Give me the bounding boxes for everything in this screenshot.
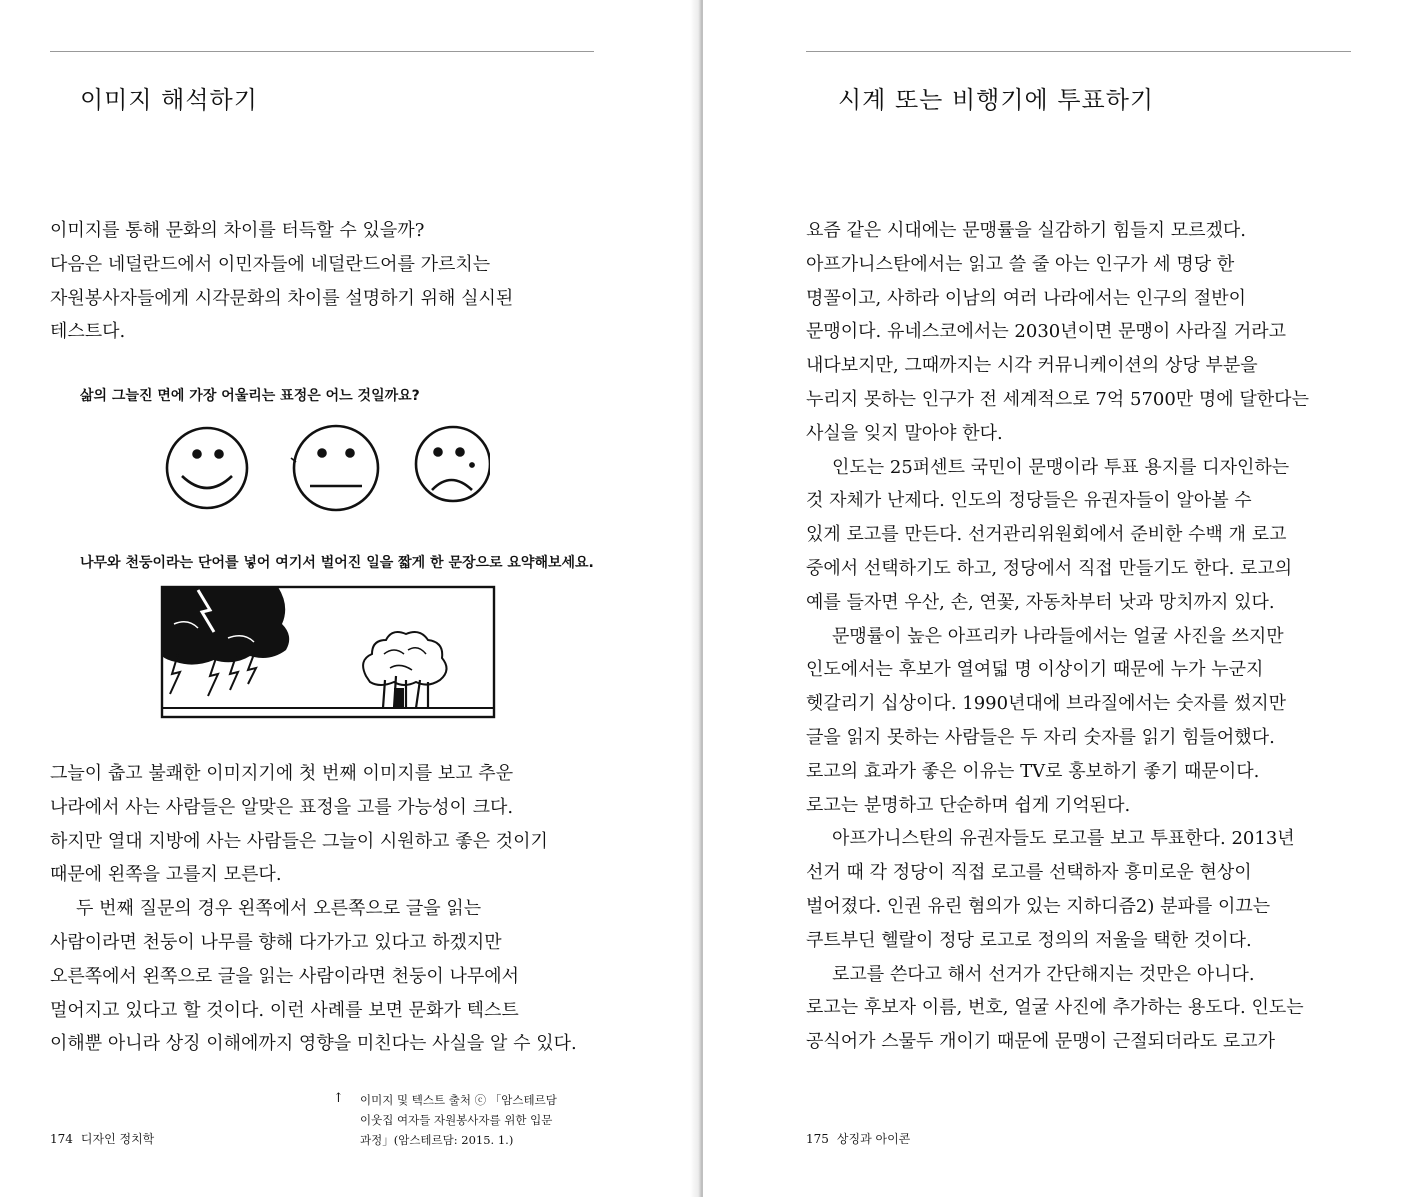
page-number: 174 bbox=[50, 1132, 73, 1146]
top-rule bbox=[50, 51, 594, 52]
text-line: 내다보지만, 그때까지는 시각 커뮤니케이션의 상당 부분을 bbox=[806, 355, 1258, 377]
book-title: 디자인 정치학 bbox=[80, 1132, 155, 1146]
text-line: 선거 때 각 정당이 직접 로고를 선택하자 흥미로운 현상이 bbox=[806, 862, 1252, 884]
text-line: 요즘 같은 시대에는 문맹률을 실감하기 힘들지 모르겠다. bbox=[806, 220, 1246, 241]
text-line: 다음은 네덜란드에서 이민자들에 네덜란드어를 가르치는 bbox=[50, 253, 491, 275]
book-title: 상징과 아이콘 bbox=[836, 1132, 911, 1146]
text-line: 그늘이 춥고 불쾌한 이미지기에 첫 번째 이미지를 보고 추운 bbox=[50, 763, 514, 784]
credit-line: 이웃집 여자들 자원봉사자를 위한 입문 bbox=[360, 1113, 553, 1127]
figure-question-1: 삶의 그늘진 면에 가장 어울리는 표정은 어느 것일까요? bbox=[80, 388, 420, 404]
text-line: 두 번째 질문의 경우 왼쪽에서 오른쪽으로 글을 읽는 bbox=[76, 898, 482, 920]
top-rule bbox=[806, 51, 1351, 52]
page-number: 175 bbox=[806, 1132, 829, 1146]
text-line: 것 자체가 난제다. 인도의 정당들은 유권자들이 알아볼 수 bbox=[806, 490, 1252, 512]
tree-icon bbox=[363, 632, 446, 708]
credit-line: 이미지 및 텍스트 출처 ⓒ 「암스테르담 bbox=[360, 1093, 557, 1107]
smiling-face-icon bbox=[167, 428, 247, 508]
intro-paragraph bbox=[50, 214, 513, 349]
text-line: 사실을 잊지 말아야 한다. bbox=[806, 422, 1003, 444]
credit-line: 과정」(암스테르담: 2015. 1.) bbox=[360, 1133, 514, 1147]
text-line: 하지만 열대 지방에 사는 사람들은 그늘이 시원하고 좋은 것이기 bbox=[50, 830, 548, 852]
text-line: 벌어졌다. 인권 유린 혐의가 있는 지하디즘2) 분파를 이끄는 bbox=[806, 895, 1271, 917]
text-line: 누리지 못하는 인구가 전 세계적으로 7억 5700만 명에 달한다는 bbox=[806, 388, 1309, 410]
text-line: 공식어가 스물두 개이기 때문에 문맹이 근절되더라도 로고가 bbox=[806, 1031, 1276, 1053]
body-paragraph bbox=[50, 757, 577, 1061]
text-line: 명꼴이고, 사하라 이남의 여러 나라에서는 인구의 절반이 bbox=[806, 287, 1246, 309]
thunder-tree-figure bbox=[158, 584, 498, 722]
text-line: 문맹률이 높은 아프리카 나라들에서는 얼굴 사진을 쓰지만 bbox=[832, 625, 1284, 647]
text-line: 글을 읽지 못하는 사람들은 두 자리 숫자를 읽기 힘들어했다. bbox=[806, 726, 1275, 748]
text-line: 이미지를 통해 문화의 차이를 터득할 수 있을까? bbox=[50, 220, 425, 241]
text-line: 로고는 분명하고 단순하며 쉽게 기억된다. bbox=[806, 794, 1131, 816]
faces-figure bbox=[160, 420, 490, 520]
frowning-face-icon bbox=[416, 427, 490, 501]
image-credit bbox=[360, 1090, 557, 1150]
text-line: 인도에서는 후보가 열여덟 명 이상이기 때문에 누가 누군지 bbox=[806, 659, 1264, 681]
text-line: 이해뿐 아니라 상징 이해에까지 영향을 미친다는 사실을 알 수 있다. bbox=[50, 1033, 577, 1055]
text-line: 있게 로고를 만든다. 선거관리위원회에서 준비한 수백 개 로고 bbox=[806, 524, 1287, 546]
text-line: 나라에서 사는 사람들은 알맞은 표정을 고를 가능성이 크다. bbox=[50, 796, 514, 818]
text-line: 문맹이다. 유네스코에서는 2030년이면 문맹이 사라질 거라고 bbox=[806, 321, 1287, 343]
page-heading: 이미지 해석하기 bbox=[80, 86, 258, 114]
text-line: 아프가니스탄에서는 읽고 쓸 줄 아는 인구가 세 명당 한 bbox=[806, 253, 1235, 275]
page-footer bbox=[50, 1130, 162, 1147]
text-line: 오른쪽에서 왼쪽으로 글을 읽는 사람이라면 천둥이 나무에서 bbox=[50, 965, 520, 987]
text-line: 쿠트부딘 헬랄이 정당 로고로 정의의 저울을 택한 것이다. bbox=[806, 929, 1252, 951]
text-line: 테스트다. bbox=[50, 321, 126, 343]
right-page bbox=[703, 0, 1404, 1197]
text-line: 멀어지고 있다고 할 것이다. 이런 사례를 보면 문화가 텍스트 bbox=[50, 999, 519, 1021]
page-heading: 시계 또는 비행기에 투표하기 bbox=[838, 86, 1155, 114]
text-line: 인도는 25퍼센트 국민이 문맹이라 투표 용지를 디자인하는 bbox=[832, 456, 1290, 478]
text-line: 헷갈리기 십상이다. 1990년대에 브라질에서는 숫자를 썼지만 bbox=[806, 693, 1287, 715]
body-paragraph bbox=[806, 214, 1309, 1059]
page-footer bbox=[806, 1130, 918, 1147]
text-line: 로고의 효과가 좋은 이유는 TV로 홍보하기 좋기 때문이다. bbox=[806, 760, 1260, 782]
text-line: 중에서 선택하기도 하고, 정당에서 직접 만들기도 한다. 로고의 bbox=[806, 557, 1293, 579]
storm-cloud-icon bbox=[162, 587, 289, 665]
up-arrow-icon: ↑ bbox=[333, 1091, 344, 1106]
text-line: 로고는 후보자 이름, 번호, 얼굴 사진에 추가하는 용도다. 인도는 bbox=[806, 997, 1304, 1019]
neutral-face-icon bbox=[291, 426, 378, 510]
text-line: 로고를 쓴다고 해서 선거가 간단해지는 것만은 아니다. bbox=[832, 963, 1255, 985]
text-line: 사람이라면 천둥이 나무를 향해 다가가고 있다고 하겠지만 bbox=[50, 931, 502, 953]
figure-question-2: 나무와 천둥이라는 단어를 넣어 여기서 벌어진 일을 짧게 한 문장으로 요약해보세요. bbox=[80, 555, 594, 571]
text-line: 자원봉사자들에게 시각문화의 차이를 설명하기 위해 실시된 bbox=[50, 287, 514, 309]
left-page bbox=[0, 0, 697, 1197]
text-line: 예를 들자면 우산, 손, 연꽃, 자동차부터 낫과 망치까지 있다. bbox=[806, 591, 1275, 613]
text-line: 아프가니스탄의 유권자들도 로고를 보고 투표한다. 2013년 bbox=[832, 828, 1295, 850]
text-line: 때문에 왼쪽을 고를지 모른다. bbox=[50, 864, 282, 886]
